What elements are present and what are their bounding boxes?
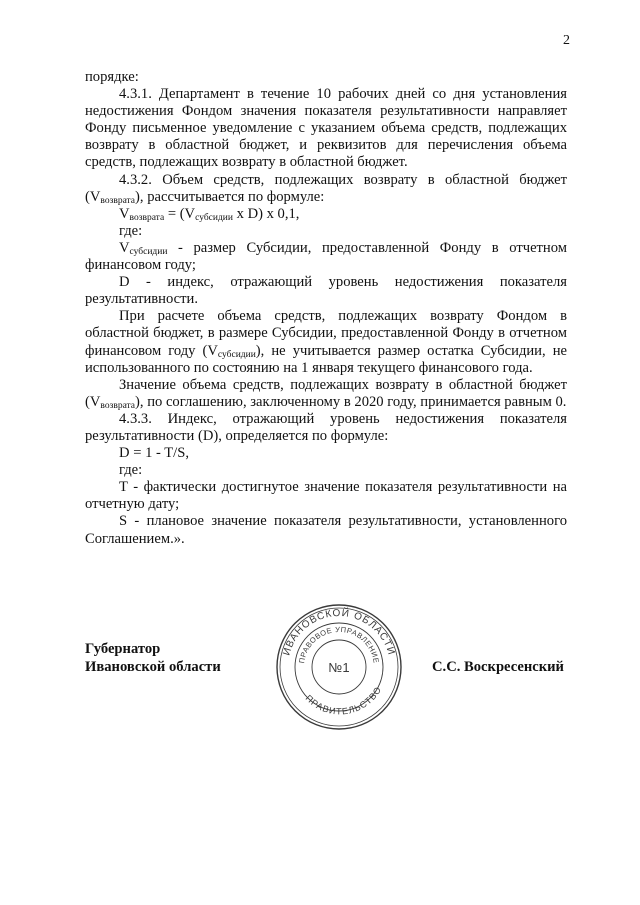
official-seal-icon [274, 602, 404, 732]
paragraph-4-3-1: 4.3.1. Департамент в течение 10 рабочих дней со дня установления недостижения Фондом значения показателя результативности направляет Фонду письменное уведомление с указанием объема средств, подлежащих возврату в областной бюджет, и реквизитов для перечисления объема средств, подлежащих возврату в областной бюджет. [85, 86, 567, 171]
paragraph-calculation-note [85, 308, 567, 376]
signatory-name: С.С. Воскресенский [432, 659, 564, 675]
text-run: При расчете объема средств, подлежащих возврату Фондом в областной бюджет, в размере Субсидии, предоставленной Фонду в отчетном финансовом году (V [85, 308, 567, 359]
seal-inner-text: ПРАВОВОЕ УПРАВЛЕНИЕ [297, 624, 381, 665]
paragraph-continuation: порядке: [85, 69, 139, 85]
seal-number: №1 [328, 660, 350, 675]
definition-t: T - фактически достигнутое значение показателя результативности на отчетную дату; [85, 479, 567, 513]
page-number: 2 [563, 33, 570, 48]
subscript: возврата [129, 212, 165, 223]
text-run: V [119, 239, 130, 256]
subscript: субсидии [195, 212, 233, 223]
text-run: 4.3.2. Объем средств, подлежащих возврату в областной бюджет (V [85, 171, 567, 205]
paragraph-4-3-2 [85, 172, 567, 206]
seal-outer-text: ИВАНОВСКОЙ ОБЛАСТИ [281, 607, 397, 657]
where-label: где: [119, 222, 143, 239]
signatory-title [85, 640, 221, 676]
text-run: = (V [164, 205, 196, 222]
text-run: ), по соглашению, заключенному в 2020 году, принимается равным 0. [135, 393, 567, 410]
subscript: субсидии [217, 349, 256, 360]
subscript: возврата [100, 195, 136, 206]
document-body [85, 69, 567, 548]
definition-v-subsidy [85, 240, 567, 274]
signatory-title-line2: Ивановской области [85, 659, 221, 675]
seal-left-text: ПРАВИТЕЛЬСТВО [303, 684, 384, 717]
signatory-title-line1: Губернатор [85, 641, 161, 657]
paragraph-2020-note [85, 377, 567, 411]
text-run: ), рассчитывается по формуле: [135, 188, 325, 205]
formula-d: D = 1 - T/S, [119, 445, 189, 462]
subscript: возврата [100, 400, 136, 411]
definition-s: S - плановое значение показателя результативности, установленного Соглашением.». [85, 513, 567, 547]
text-run: - размер Субсидии, предоставленной Фонду в отчетном финансовом году; [85, 239, 567, 274]
definition-d: D - индекс, отражающий уровень недостижения показателя результативности. [85, 274, 567, 308]
paragraph-4-3-3: 4.3.3. Индекс, отражающий уровень недостижения показателя результативности (D), определяется по формуле: [85, 410, 567, 444]
text-run: x D) x 0,1, [232, 205, 300, 222]
where-label: где: [119, 462, 143, 479]
text-run: Значение объема средств, подлежащих возврату в областной бюджет (V [85, 376, 567, 410]
formula-v-return [85, 206, 567, 223]
subscript: субсидии [129, 246, 168, 257]
text-run: ), не учитывается размер остатка Субсидии, не использованного по состоянию на 1 января текущего финансового года. [85, 342, 567, 376]
text-run: V [119, 205, 130, 222]
